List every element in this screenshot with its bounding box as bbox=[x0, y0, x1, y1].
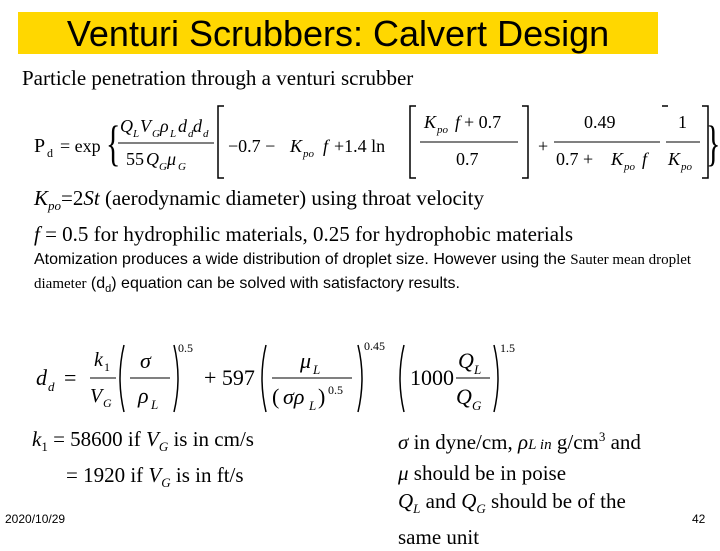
eq1-f2-den: 0.7 bbox=[456, 149, 479, 169]
eq2-paren2-right bbox=[358, 345, 362, 412]
eq2-paren1-left bbox=[120, 345, 124, 412]
eq1-f1-mug: G bbox=[178, 161, 186, 173]
units-notes bbox=[398, 423, 641, 551]
slide-title: Venturi Scrubbers: Calvert Design bbox=[66, 13, 610, 54]
slide-page-number: 42 bbox=[692, 512, 706, 526]
eq2-den-exp: 0.5 bbox=[328, 383, 343, 397]
eq2-plus597: + 597 bbox=[204, 365, 255, 390]
eq1-f1-mu: μ bbox=[167, 149, 177, 169]
eq2-paren3-left bbox=[400, 345, 404, 412]
eq1-f1-deng: G bbox=[159, 161, 167, 173]
eq1-bracket-right bbox=[702, 106, 708, 178]
eq2-v: V bbox=[90, 385, 103, 407]
eq1-brace-right: } bbox=[706, 115, 720, 171]
eq2-rhol: L bbox=[151, 397, 159, 412]
eq1-f1-55: 55 bbox=[126, 149, 144, 169]
eq2-paren3-right bbox=[494, 345, 498, 412]
eq1-f1-denq: Q bbox=[146, 149, 159, 169]
eq1-bracket2-right bbox=[522, 106, 528, 178]
eq2-exp2: 0.45 bbox=[364, 339, 385, 353]
eq2-dsub: d bbox=[48, 379, 55, 394]
eq1-f2-f: f bbox=[455, 112, 461, 132]
k1-line-ft: = 1920 if $V_G$ is in ft/s bbox=[66, 463, 244, 491]
eq2-ksub: 1 bbox=[104, 360, 110, 374]
units-line-4: same unit bbox=[398, 525, 480, 550]
eq1-f1-v: V bbox=[140, 116, 151, 136]
units-line-2: μ should be in poise bbox=[398, 461, 567, 485]
eq1-f1-d2sub: d bbox=[203, 128, 209, 140]
slide-date: 2020/10/29 bbox=[5, 512, 66, 526]
eq1-f1-d: d bbox=[178, 116, 187, 136]
k1-line-cm: $k_1 = 58600$ if $V_G$ is in cm/s bbox=[32, 427, 254, 455]
eq2-den-open: ( bbox=[272, 384, 280, 409]
eq1-exp: = exp bbox=[60, 136, 101, 156]
eq1-brace-left: { bbox=[106, 115, 121, 171]
eq2-1000: 1000 bbox=[410, 365, 454, 390]
eq1-f1-q: Q bbox=[120, 116, 133, 136]
eq1-f4-po: po bbox=[681, 161, 692, 173]
eq1-f4-num: 1 bbox=[678, 112, 687, 132]
eq1-f3-po: po bbox=[624, 161, 635, 173]
eq1-lhs: P bbox=[34, 135, 46, 157]
eq1-f1-g: G bbox=[152, 128, 160, 140]
eq2-eq: = bbox=[64, 365, 77, 390]
eq2-mu: μ bbox=[300, 348, 312, 373]
eq2-qg-q: Q bbox=[456, 384, 472, 409]
eq1-minus07: −0.7 − bbox=[228, 136, 276, 156]
k1-definition bbox=[32, 425, 254, 497]
eq1-f2-po: po bbox=[437, 124, 448, 136]
eq2-vg: G bbox=[103, 396, 112, 410]
eq2-den-close: ) bbox=[318, 384, 326, 409]
units-line-1: σ in dyne/cm, ρL in $g/cm^3$ and bbox=[398, 429, 641, 454]
eq1-f2-plus07: + 0.7 bbox=[464, 112, 502, 132]
eq1-f3-k: K bbox=[611, 149, 624, 169]
eq1-f4-k: K bbox=[668, 149, 681, 169]
eq2-ql-q: Q bbox=[458, 348, 474, 373]
slide-subtitle: Particle penetration through a venturi scrubber bbox=[22, 66, 414, 90]
eq1-po: po bbox=[303, 148, 314, 160]
eq1-f: f bbox=[323, 136, 329, 156]
eq2-d: d bbox=[36, 365, 47, 390]
eq1-f1-rl: L bbox=[170, 128, 177, 140]
eq1-f1-dsub: d bbox=[188, 128, 194, 140]
eq2-paren1-right bbox=[174, 345, 178, 412]
eq1-f2-k: K bbox=[424, 112, 437, 132]
eq2-paren2-left bbox=[262, 345, 266, 412]
units-line-3: $Q_L$ and $Q_G$ should be of the bbox=[398, 489, 626, 517]
eq2-k: k bbox=[94, 349, 103, 371]
eq1-plus14ln: +1.4 ln bbox=[334, 136, 386, 156]
eq1-f3-num: 0.49 bbox=[584, 112, 616, 132]
eq2-exp3: 1.5 bbox=[500, 341, 515, 355]
f-line: f = 0.5 for hydrophilic materials, 0.25 for hydrophobic materials bbox=[34, 222, 574, 247]
eq1-bracket2-left bbox=[410, 106, 416, 178]
eq1-k: K bbox=[290, 136, 303, 156]
atomization-paragraph: Atomization produces a wide distribution of droplet size. However using the Sauter mean droplet diameter $(d_d)$ equation can be solved with satisfactory results. bbox=[34, 251, 692, 296]
eq2-den-sigma: σρ bbox=[283, 384, 305, 409]
eq2-mul: L bbox=[313, 362, 321, 377]
eq2-rho: ρ bbox=[138, 383, 149, 408]
eq1-lhs-sub: d bbox=[47, 146, 53, 160]
eq2-ql-l: L bbox=[474, 362, 482, 377]
eq1-f1-l: L bbox=[133, 128, 140, 140]
kpo-line: $K_{po}=2St$ (aerodynamic diameter) using throat velocity bbox=[34, 186, 484, 214]
eq1-plus: + bbox=[538, 136, 549, 156]
eq2-qg-g: G bbox=[472, 398, 482, 413]
eq2-exp1: 0.5 bbox=[178, 341, 193, 355]
eq1-f3-f: f bbox=[642, 149, 648, 169]
eq2-den-l: L bbox=[309, 398, 317, 413]
eq1-bracket-left bbox=[218, 106, 224, 178]
eq1-f1-rho: ρ bbox=[160, 116, 169, 136]
eq1-f3-den07: 0.7 + bbox=[556, 149, 594, 169]
eq2-sigma: σ bbox=[140, 348, 151, 373]
eq1-f1-d2: d bbox=[193, 116, 202, 136]
parameter-notes bbox=[34, 184, 573, 248]
